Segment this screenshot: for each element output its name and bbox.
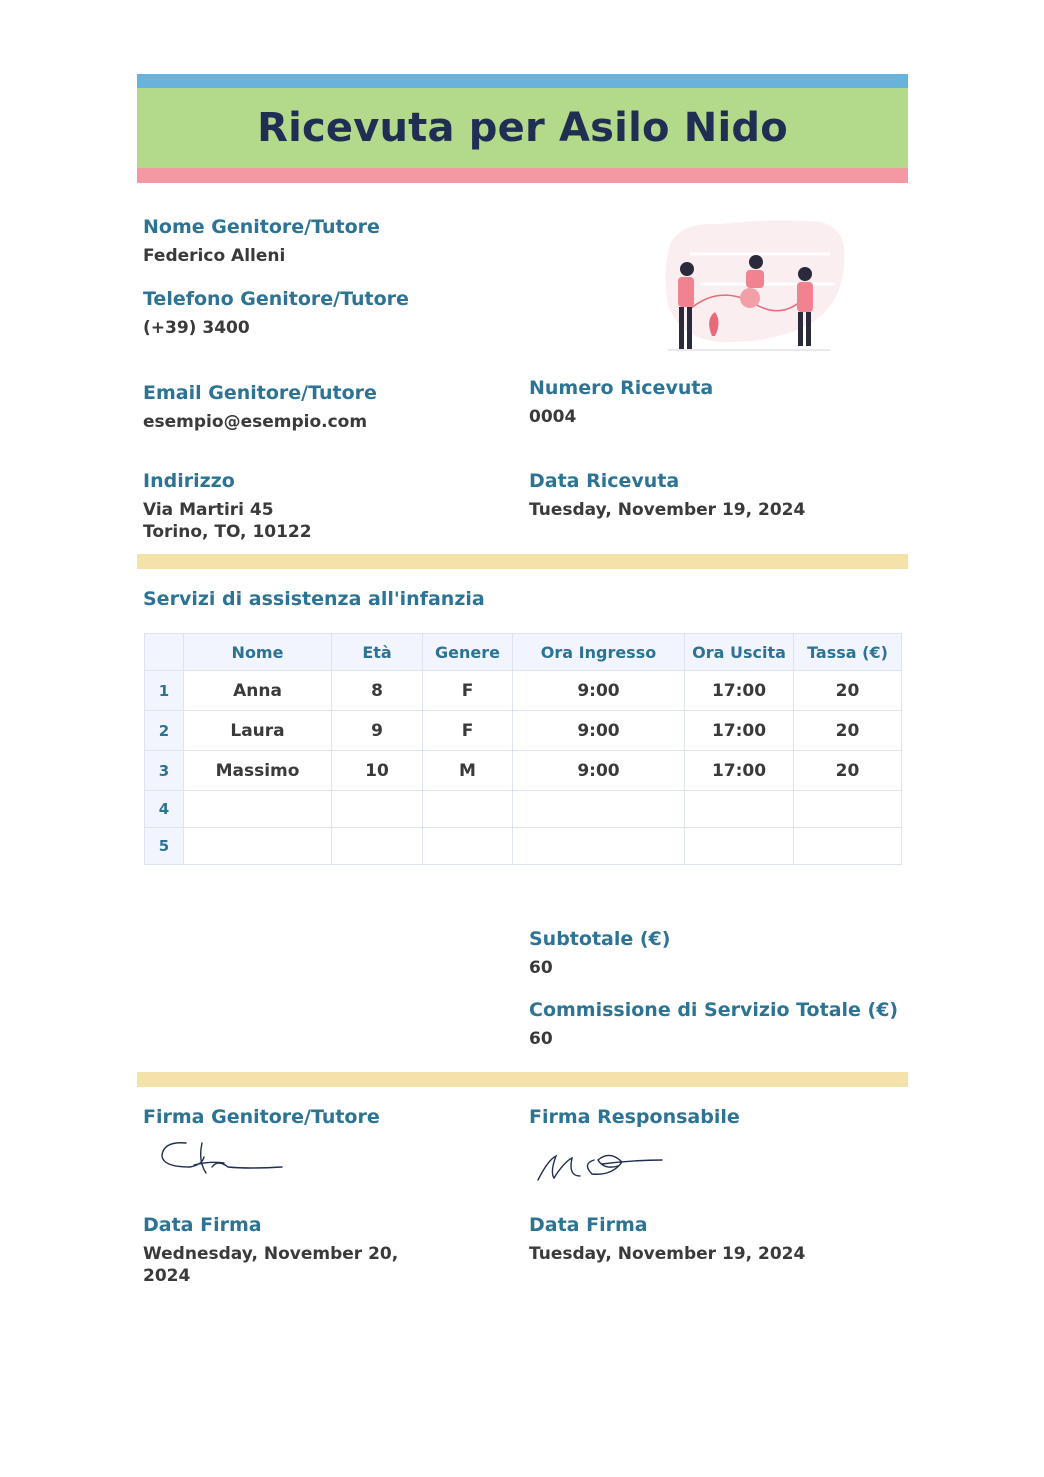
document-title: Ricevuta per Asilo Nido <box>257 105 788 151</box>
cell-eta: 9 <box>332 711 423 751</box>
cell-genere: F <box>423 671 513 711</box>
cell-genere <box>423 828 513 865</box>
receipt-number-value: 0004 <box>529 407 577 427</box>
services-title: Servizi di assistenza all'infanzia <box>143 588 485 610</box>
address-line1: Via Martiri 45 <box>143 500 274 520</box>
manager-sign-date-value: Tuesday, November 19, 2024 <box>529 1244 806 1264</box>
address-field <box>143 469 483 543</box>
manager-sign-date-field <box>529 1213 899 1265</box>
header-band-title <box>137 88 908 168</box>
manager-signature-image <box>534 1146 668 1186</box>
cell-genere: M <box>423 751 513 791</box>
cell-genere: F <box>423 711 513 751</box>
table-header-row <box>145 634 902 671</box>
header-band-blue <box>137 74 908 88</box>
parent-sign-date-field <box>143 1213 443 1287</box>
address-line2: Torino, TO, 10122 <box>143 522 312 542</box>
parent-email-label: Email Genitore/Tutore <box>143 382 377 404</box>
total-fee-value: 60 <box>529 1029 553 1049</box>
subtotal-field <box>529 927 909 979</box>
parent-sign-date-label: Data Firma <box>143 1214 262 1236</box>
table-row <box>145 791 902 828</box>
table-header-tassa: Tassa (€) <box>794 634 902 671</box>
cell-nome <box>184 828 332 865</box>
header-band-pink <box>137 168 908 183</box>
cell-ora-ingresso: 9:00 <box>513 751 685 791</box>
cell-tassa: 20 <box>794 671 902 711</box>
parent-email-value: esempio@esempio.com <box>143 412 368 432</box>
parent-name-label: Nome Genitore/Tutore <box>143 216 380 238</box>
receipt-date-label: Data Ricevuta <box>529 470 680 492</box>
cell-ora-uscita <box>685 791 794 828</box>
cell-nome <box>184 791 332 828</box>
total-fee-label: Commissione di Servizio Totale (€) <box>529 999 899 1021</box>
cell-eta: 8 <box>332 671 423 711</box>
table-header-ora-uscita: Ora Uscita <box>685 634 794 671</box>
subtotal-label: Subtotale (€) <box>529 928 671 950</box>
cell-tassa <box>794 828 902 865</box>
cell-ora-ingresso: 9:00 <box>513 711 685 751</box>
parent-email-field <box>143 381 483 433</box>
parent-signature-label: Firma Genitore/Tutore <box>143 1106 380 1128</box>
receipt-date-field <box>529 469 899 521</box>
row-number: 3 <box>145 751 184 791</box>
receipt-date-value: Tuesday, November 19, 2024 <box>529 500 806 520</box>
table-header-genere: Genere <box>423 634 513 671</box>
parent-name-field <box>143 215 483 267</box>
total-fee-field <box>529 998 909 1050</box>
row-number: 1 <box>145 671 184 711</box>
table-row <box>145 711 902 751</box>
cell-eta: 10 <box>332 751 423 791</box>
parent-phone-label: Telefono Genitore/Tutore <box>143 288 409 310</box>
cell-ora-uscita: 17:00 <box>685 711 794 751</box>
table-row <box>145 828 902 865</box>
cell-nome: Anna <box>184 671 332 711</box>
parent-phone-value: (+39) 3400 <box>143 318 250 338</box>
parent-name-value: Federico Alleni <box>143 246 286 266</box>
cell-tassa <box>794 791 902 828</box>
cell-ora-uscita: 17:00 <box>685 671 794 711</box>
cell-eta <box>332 828 423 865</box>
table-header-eta: Età <box>332 634 423 671</box>
cell-tassa: 20 <box>794 751 902 791</box>
cell-eta <box>332 791 423 828</box>
cell-ora-ingresso <box>513 791 685 828</box>
parent-signature-image <box>158 1137 288 1179</box>
manager-sign-date-label: Data Firma <box>529 1214 648 1236</box>
table-header-ora-ingresso: Ora Ingresso <box>513 634 685 671</box>
manager-signature-field <box>529 1105 869 1129</box>
table-row <box>145 671 902 711</box>
services-table <box>144 633 902 865</box>
parent-sign-date-value: Wednesday, November 20, 2024 <box>143 1244 399 1286</box>
cell-tassa: 20 <box>794 711 902 751</box>
cell-ora-ingresso <box>513 828 685 865</box>
row-number: 4 <box>145 791 184 828</box>
row-number: 2 <box>145 711 184 751</box>
manager-signature-label: Firma Responsabile <box>529 1106 740 1128</box>
table-header-index <box>145 634 184 671</box>
receipt-number-field <box>529 376 869 428</box>
table-header-nome: Nome <box>184 634 332 671</box>
cell-nome: Massimo <box>184 751 332 791</box>
table-row <box>145 751 902 791</box>
receipt-number-label: Numero Ricevuta <box>529 377 714 399</box>
cell-ora-uscita: 17:00 <box>685 751 794 791</box>
cell-nome: Laura <box>184 711 332 751</box>
children-playing-illustration <box>660 214 850 360</box>
row-number: 5 <box>145 828 184 865</box>
cell-ora-uscita <box>685 828 794 865</box>
section-divider <box>137 554 908 569</box>
section-divider <box>137 1072 908 1087</box>
address-label: Indirizzo <box>143 470 235 492</box>
cell-genere <box>423 791 513 828</box>
cell-ora-ingresso: 9:00 <box>513 671 685 711</box>
parent-signature-field <box>143 1105 483 1129</box>
parent-phone-field <box>143 287 483 339</box>
subtotal-value: 60 <box>529 958 553 978</box>
